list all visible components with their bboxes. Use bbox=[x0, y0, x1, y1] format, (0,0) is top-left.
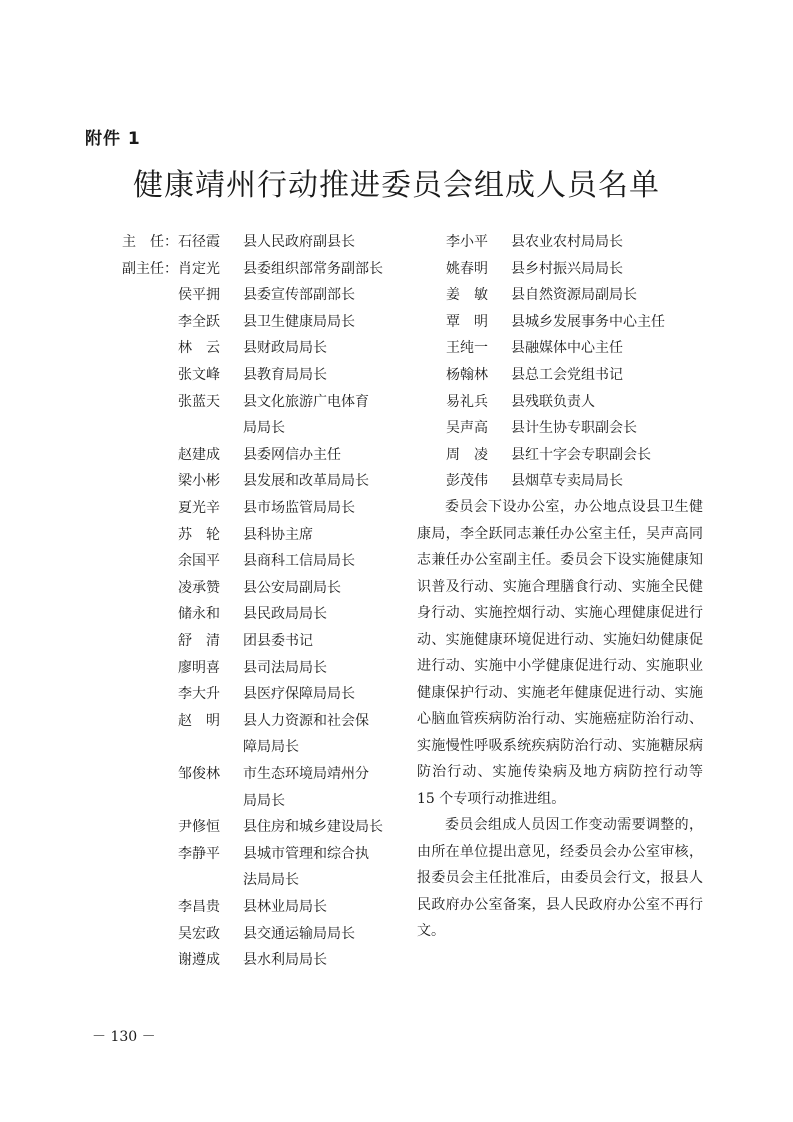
member-name: 姚春明 bbox=[446, 260, 488, 277]
member-position: 县财政局局长 bbox=[243, 340, 327, 357]
member-position: 县教育局局长 bbox=[243, 367, 327, 383]
member-name: 凌承赞 bbox=[178, 579, 220, 596]
member-row bbox=[0, 415, 793, 441]
office-paragraph: 委员会下设办公室，办公地点设县卫生健康局，李全跃同志兼任办公室主任，吴声高同志兼任办公室副主任。委员会下设实施健康知识普及行动、实施合理膳食行动、实施全民健身行动、实施控烟行动、实施心理健康促进行动、实施健康环境促进行动、实施妇幼健康促进行动、实施中小学健康促进行动、实施职业健康保护行动、实施老年健康促进行动、实施心脑血管疾病防治行动、实施癌症防治行动、实施慢性呼吸系统疾病防治行动、实施糖尿病防治行动、实施传染病及地方病防控行动等 15 个专项行动推进组。 bbox=[417, 499, 703, 807]
member-position: 县自然资源局副局长 bbox=[511, 287, 637, 304]
member-position: 县城乡发展事务中心主任 bbox=[511, 313, 665, 330]
member-row bbox=[0, 468, 793, 494]
member-role: 副主任： bbox=[122, 260, 178, 277]
member-row bbox=[0, 442, 793, 468]
member-name: 李大升 bbox=[178, 686, 220, 703]
member-name: 吴声高 bbox=[446, 420, 488, 437]
member-name: 梁小彬 bbox=[178, 473, 220, 490]
member-name: 夏光辛 bbox=[178, 500, 220, 516]
member-name: 侯平拥 bbox=[178, 287, 220, 304]
member-position: 县城市管理和综合执 bbox=[243, 845, 369, 862]
member-name: 储永和 bbox=[178, 606, 220, 623]
page-number: － 130 － bbox=[92, 1029, 156, 1045]
member-name: 舒 清 bbox=[178, 633, 220, 649]
document-title: 健康靖州行动推进委员会组成人员名单 bbox=[133, 168, 660, 203]
member-position: 县委宣传部副部长 bbox=[243, 287, 355, 304]
member-position: 县交通运输局局长 bbox=[243, 925, 355, 942]
member-row bbox=[0, 282, 793, 308]
member-position: 县红十字会专职副会长 bbox=[511, 446, 651, 463]
member-name: 林 云 bbox=[178, 340, 220, 357]
member-name: 李小平 bbox=[446, 234, 488, 250]
member-position: 县卫生健康局局长 bbox=[243, 313, 355, 330]
member-name: 彭茂伟 bbox=[446, 473, 488, 490]
member-position: 县市场监管局局长 bbox=[243, 500, 355, 516]
member-position: 局局长 bbox=[243, 792, 285, 809]
adjustment-paragraph: 委员会组成人员因工作变动需要调整的，由所在单位提出意见，经委员会办公室审核，报委员会主任批准后，由委员会行文，报县人民政府办公室备案，县人民政府办公室不再行文。 bbox=[417, 817, 703, 939]
member-position: 县文化旅游广电体育 bbox=[243, 393, 369, 410]
member-position: 县融媒体中心主任 bbox=[511, 340, 623, 357]
member-row bbox=[0, 229, 793, 255]
member-name: 李全跃 bbox=[178, 313, 220, 330]
member-name: 李静平 bbox=[178, 845, 220, 862]
member-position: 县农业农村局局长 bbox=[511, 234, 623, 250]
member-row bbox=[0, 335, 793, 361]
member-name: 覃 明 bbox=[446, 313, 488, 330]
member-name: 余国平 bbox=[178, 553, 220, 570]
member-name: 姜 敏 bbox=[446, 287, 488, 304]
member-position: 障局局长 bbox=[243, 739, 299, 756]
member-position: 县委组织部常务副部长 bbox=[243, 260, 383, 277]
member-name: 苏 轮 bbox=[178, 526, 220, 543]
member-name: 谢遵成 bbox=[178, 952, 220, 969]
member-position: 县医疗保障局局长 bbox=[243, 686, 355, 703]
member-name: 赵建成 bbox=[178, 446, 220, 463]
member-position: 县水利局局长 bbox=[243, 952, 327, 969]
member-position: 县总工会党组书记 bbox=[511, 367, 623, 383]
member-row bbox=[0, 362, 793, 388]
member-name: 赵 明 bbox=[178, 712, 220, 729]
member-name: 尹修恒 bbox=[178, 819, 220, 836]
member-position: 县住房和城乡建设局长 bbox=[243, 819, 383, 836]
member-position: 团县委书记 bbox=[243, 633, 313, 649]
member-name: 肖定光 bbox=[178, 260, 220, 277]
member-position: 市生态环境局靖州分 bbox=[243, 766, 369, 782]
member-position: 县人力资源和社会保 bbox=[243, 712, 369, 729]
member-role: 主 任： bbox=[122, 234, 178, 250]
member-position: 县司法局局长 bbox=[243, 659, 327, 676]
member-name: 邹俊林 bbox=[178, 766, 220, 782]
member-position: 县林业局局长 bbox=[243, 899, 327, 915]
member-name: 廖明喜 bbox=[178, 659, 220, 676]
member-position: 县乡村振兴局局长 bbox=[511, 260, 623, 277]
office-description bbox=[417, 494, 703, 945]
member-row bbox=[0, 309, 793, 335]
member-name: 易礼兵 bbox=[446, 393, 488, 410]
member-position: 县发展和改革局局长 bbox=[243, 473, 369, 490]
member-row bbox=[0, 256, 793, 282]
member-position: 县科协主席 bbox=[243, 526, 313, 543]
member-name: 周 凌 bbox=[446, 446, 488, 463]
member-row bbox=[0, 947, 793, 973]
member-name: 石径霞 bbox=[178, 234, 220, 250]
member-position: 县人民政府副县长 bbox=[243, 234, 355, 250]
member-position: 县商科工信局局长 bbox=[243, 553, 355, 570]
member-position: 法局局长 bbox=[243, 872, 299, 889]
member-position: 县委网信办主任 bbox=[243, 446, 341, 463]
member-position: 县民政局局长 bbox=[243, 606, 327, 623]
member-position: 县烟草专卖局局长 bbox=[511, 473, 623, 490]
member-position: 局局长 bbox=[243, 420, 285, 437]
member-position: 县残联负责人 bbox=[511, 393, 595, 410]
member-position: 县公安局副局长 bbox=[243, 579, 341, 596]
member-name: 吴宏政 bbox=[178, 925, 220, 942]
attachment-label: 附件 1 bbox=[85, 129, 141, 149]
member-position: 县计生协专职副会长 bbox=[511, 420, 637, 437]
member-name: 张文峰 bbox=[178, 367, 220, 383]
member-row bbox=[0, 389, 793, 415]
member-name: 李昌贵 bbox=[178, 899, 220, 915]
member-name: 王纯一 bbox=[446, 340, 488, 357]
member-name: 杨翰林 bbox=[446, 367, 488, 383]
member-name: 张蓝天 bbox=[178, 393, 220, 410]
